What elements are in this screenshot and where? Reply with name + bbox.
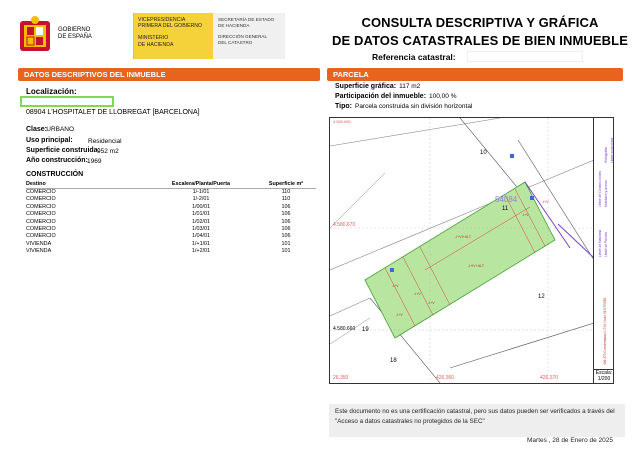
cadastral-ref-value: [467, 51, 583, 62]
cell: 1/+1/01: [191, 240, 211, 247]
year-value: 1969: [87, 158, 102, 165]
legend-item: Límite de Parcela: [604, 232, 608, 257]
parcel-ref-label: 54084: [495, 195, 518, 204]
cell: 101: [281, 248, 291, 255]
table-row: [26, 204, 316, 211]
cell: VIVIENDA: [26, 248, 52, 255]
legend-item: Límite de Construcciones: [598, 171, 602, 207]
coat-of-arms-icon: [18, 15, 52, 55]
government-logo: [18, 13, 280, 59]
scale-value: 1/200: [597, 376, 611, 382]
location-highlight: [20, 96, 114, 107]
built-area-label: Superficie construida:: [26, 147, 100, 154]
cell: COMERCIO: [26, 226, 56, 233]
table-row: [26, 248, 316, 255]
address-text: 08904 L'HOSPITALET DE LLOBREGAT [BARCELONA]: [26, 109, 200, 116]
col-planta: Escalera/Planta/Puerta: [146, 181, 256, 189]
legend-item: Mobiliario y aceras: [604, 180, 608, 207]
cell: COMERCIO: [26, 218, 56, 225]
directorate-label: SECRETARÍA DE ESTADO DE HACIENDA DIRECCIÓN GENERAL DEL CATASTRO: [213, 13, 285, 59]
cell: 106: [281, 226, 291, 233]
coord-label: 4.580.680: [333, 119, 351, 124]
floor-label: -I+VI+ALT: [455, 235, 472, 239]
use-value: Residencial: [88, 138, 122, 145]
parcel-number-11: 11: [502, 206, 509, 212]
cell: COMERCIO: [26, 211, 56, 218]
cell: 106: [281, 218, 291, 225]
table-row: [26, 233, 316, 240]
cell: COMERCIO: [26, 196, 56, 203]
cell: 106: [281, 211, 291, 218]
floor-label: -I+V: [542, 200, 549, 204]
parcel-number-18: 18: [390, 358, 397, 364]
cell: 110: [281, 196, 291, 203]
construction-table: [26, 181, 316, 256]
ministry-label: VICEPRESIDENCIA PRIMERA DEL GOBIERNO MINISTERIO DE HACIENDA: [133, 13, 213, 59]
parcel-number-10: 10: [480, 150, 487, 156]
table-header: [26, 181, 316, 189]
cell: 106: [281, 203, 291, 210]
map-drawing: [330, 118, 594, 383]
table-row: [26, 211, 316, 218]
cell: COMERCIO: [26, 233, 56, 240]
parcel-number-12: 12: [538, 294, 545, 300]
coord-label: 426.370: [540, 375, 559, 381]
use-label: Uso principal:: [26, 137, 73, 144]
scale-label: Escala:: [595, 370, 613, 376]
cell: 1/00/01: [192, 203, 210, 210]
coord-label: 426.360: [436, 375, 455, 381]
built-area-value: 952 m2: [97, 148, 119, 155]
floor-label: -I+V: [396, 313, 403, 317]
parcel-number-19: 19: [362, 327, 369, 333]
map-legend: [593, 117, 614, 369]
cadastral-map[interactable]: [329, 117, 614, 384]
legend-item: Hidrografía: [604, 147, 608, 163]
table-row: [26, 226, 316, 233]
table-row: [26, 196, 316, 203]
map-scale: [593, 369, 614, 384]
floor-label: -I+V: [414, 292, 421, 296]
document-title: CONSULTA DESCRIPTIVA Y GRÁFICA DE DATOS CATASTRALES DE BIEN INMUEBLE: [332, 15, 628, 48]
location-label: Localización:: [26, 87, 77, 96]
disclaimer-note: Este documento no es una certificación catastral, pero sus datos pueden ser verificados a través del "Acceso a datos catastrales no protegidos de la SEC": [329, 404, 625, 437]
floor-label: -I+IV+ALT: [468, 264, 485, 268]
cell: 110: [281, 189, 291, 195]
legend-utm: 426.370 Coordenadas U.T.M. Huso 31 ETRS89: [603, 297, 607, 365]
cell: COMERCIO: [26, 189, 56, 195]
section-bar-parcel: PARCELA: [327, 68, 623, 81]
cell: 101: [281, 240, 291, 247]
cell: VIVIENDA: [26, 240, 52, 247]
coord-label: 4.580.660: [333, 326, 356, 332]
gov-name: GOBIERNO DE ESPAÑA: [58, 27, 92, 40]
cell: 106: [281, 233, 291, 240]
coord-label: 26.350: [333, 375, 349, 381]
table-row: [26, 219, 316, 226]
parcel-area: Superficie gráfica: 117 m2: [335, 83, 421, 90]
col-destino: Destino: [26, 181, 146, 189]
col-superficie: Superficie m²: [256, 181, 316, 189]
cell: 1/+2/01: [191, 248, 211, 255]
table-row: [26, 189, 316, 197]
cell: 1/-2/01: [192, 196, 210, 203]
cell: 1/01/01: [192, 211, 210, 218]
legend-item: Límite zona verde: [610, 137, 614, 163]
floor-label: -I+V: [522, 213, 529, 217]
section-bar-descriptive: DATOS DESCRIPTIVOS DEL INMUEBLE: [18, 68, 320, 81]
cell: 1/02/01: [192, 218, 210, 225]
construction-title: CONSTRUCCIÓN: [26, 171, 84, 178]
cell: COMERCIO: [26, 203, 56, 210]
cadastral-ref-label: Referencia catastral:: [372, 52, 456, 62]
document-date: Martes , 28 de Enero de 2025: [527, 437, 614, 444]
table-row: [26, 241, 316, 248]
coord-label: 4.580.670: [333, 222, 356, 228]
floor-label: -I+V: [392, 284, 399, 288]
cell: 1/-1/01: [192, 189, 210, 195]
cell: 1/04/01: [192, 233, 210, 240]
year-label: Año construcción:: [26, 157, 88, 164]
legend-item: Límite de Manzana: [598, 229, 602, 257]
parcel-type: Tipo: Parcela construida sin división horizontal: [335, 103, 473, 110]
floor-label: -I+V: [428, 301, 435, 305]
class-value: URBANO: [46, 126, 75, 133]
cell: 1/03/01: [192, 226, 210, 233]
parcel-participation: Participación del inmueble: 100,00 %: [335, 93, 457, 100]
class-label: Clase:: [26, 126, 48, 133]
